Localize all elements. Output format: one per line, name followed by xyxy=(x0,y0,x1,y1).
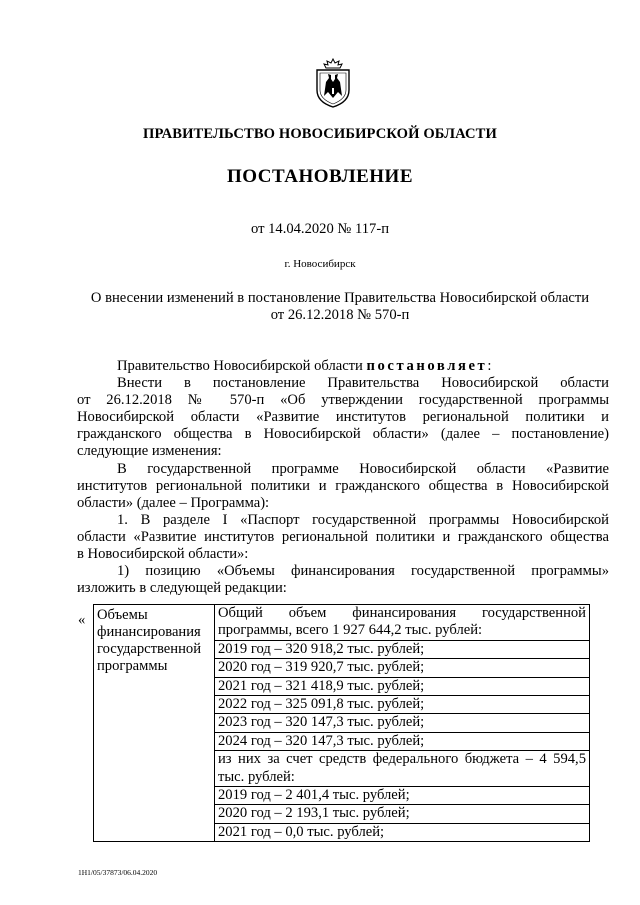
decree-body xyxy=(77,358,609,597)
decree-subject-line: от 26.12.2018 № 570-п xyxy=(270,307,410,323)
body-line: 1) позицию «Объемы финансирования государственной программы» xyxy=(117,563,609,580)
government-title: ПРАВИТЕЛЬСТВО НОВОСИБИРСКОЙ ОБЛАСТИ xyxy=(143,126,497,142)
document-footer-code: 1Н1/05/37873/06.04.2020 xyxy=(78,868,158,877)
body-line: 1. В разделе I «Паспорт государственной программы Новосибирской xyxy=(117,511,609,528)
funding-line: 2021 год – 321 418,9 тыс. рублей; xyxy=(215,678,589,696)
funding-line: тыс. рублей: xyxy=(215,769,589,787)
body-line: в Новосибирской области»: xyxy=(77,546,249,563)
body-line: Внести в постановление Правительства Новосибирской области xyxy=(117,375,609,392)
body-line: области «Развитие институтов региональной политики и гражданского общества xyxy=(77,528,609,545)
document-type-title: ПОСТАНОВЛЕНИЕ xyxy=(226,166,414,187)
funding-line: 2020 год – 2 193,1 тыс. рублей; xyxy=(215,805,589,823)
funding-value-cell xyxy=(215,605,590,842)
funding-line: 2023 год – 320 147,3 тыс. рублей; xyxy=(215,714,589,732)
coat-of-arms-emblem xyxy=(312,58,354,108)
funding-passport-table xyxy=(93,604,590,842)
decree-date-number: от 14.04.2020 № 117-п xyxy=(250,221,390,237)
funding-line: 2019 год – 2 401,4 тыс. рублей; xyxy=(215,787,589,805)
body-line: изложить в следующей редакции: xyxy=(77,580,287,597)
funding-line: Общий объем финансирования государственной xyxy=(218,605,586,621)
body-line: В государственной программе Новосибирской области «Развитие xyxy=(117,460,609,477)
funding-line: 2024 год – 320 147,3 тыс. рублей; xyxy=(215,733,589,751)
decree-subject-line: О внесении изменений в постановление Правительства Новосибирской области xyxy=(90,290,590,306)
body-paragraph-resolves: Правительство Новосибирской области постановляет: xyxy=(117,358,492,374)
position-name-line: Объемы xyxy=(97,607,148,623)
body-line: гражданского общества в Новосибирской области» (далее – постановление) xyxy=(77,426,609,443)
decree-city: г. Новосибирск xyxy=(284,258,356,270)
funding-line: 2022 год – 325 091,8 тыс. рублей; xyxy=(215,696,589,714)
funding-line: программы, всего 1 927 644,2 тыс. рублей: xyxy=(215,622,589,640)
position-name-line: государственной xyxy=(97,641,202,657)
funding-line: 2021 год – 0,0 тыс. рублей; xyxy=(218,823,385,840)
funding-line: 2020 год – 319 920,7 тыс. рублей; xyxy=(215,659,589,677)
table-row xyxy=(94,605,590,842)
position-name-line: программы xyxy=(97,658,168,674)
resolves-word: постановляет xyxy=(366,358,488,374)
funding-line: 2019 год – 320 918,2 тыс. рублей; xyxy=(215,641,589,659)
decree-subject xyxy=(60,290,620,324)
body-line: области» (далее – Программа): xyxy=(77,494,270,511)
body-line: следующие изменения: xyxy=(77,443,222,460)
position-name-cell xyxy=(94,605,215,842)
funding-line: из них за счет средств федерального бюджета – 4 594,5 xyxy=(218,751,586,768)
table-open-quote: « xyxy=(78,612,86,628)
position-name-line: финансирования xyxy=(97,624,201,640)
body-line: институтов региональной политики и гражданского общества в Новосибирской xyxy=(77,477,609,494)
body-line: Новосибирской области «Развитие институтов региональной политики и xyxy=(77,409,609,426)
body-line: от 26.12.2018 № 570-п «Об утверждении государственной программы xyxy=(77,392,609,409)
